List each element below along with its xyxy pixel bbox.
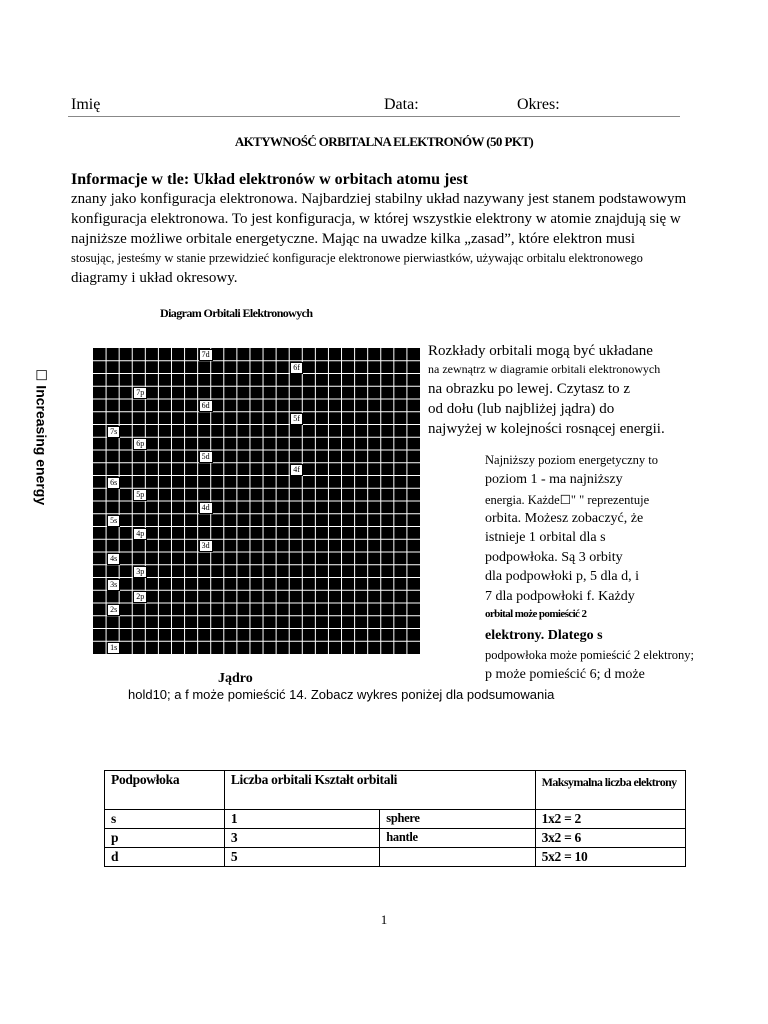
orbital-label: 1s (107, 642, 120, 654)
orbital-label: 6s (107, 477, 120, 489)
orbital-label: 4p (133, 528, 147, 540)
orbital-label: 5f (290, 413, 303, 425)
table-header-cell: Maksymalna liczba elektrony (535, 771, 685, 810)
right-text2-line: podpowłoka może pomieścić 2 elektrony; (485, 648, 694, 662)
table-cell: 5x2 = 10 (535, 848, 685, 867)
orbital-label: 6p (133, 438, 147, 450)
table-row (105, 829, 686, 848)
period-label: Okres: (517, 96, 560, 113)
table-cell: s (105, 810, 225, 829)
orbital-label: 7p (133, 387, 147, 399)
right-text-line: od dołu (lub najbliżej jądra) do (428, 401, 615, 417)
orbital-label: 2s (107, 604, 120, 616)
orbital-label: 3p (133, 566, 147, 578)
background-line: konfiguracja elektronowa. To jest konfiguracja, w której wszystkie elektrony w atomie znajdują się w (71, 211, 681, 227)
table-cell: hantle (380, 829, 535, 848)
hold-line: hold10; a f może pomieścić 14. Zobacz wykres poniżej dla podsumowania (128, 687, 555, 702)
diagram-title: Diagram Orbitali Elektronowych (160, 306, 313, 320)
orbital-label: 5d (199, 451, 213, 463)
table-cell: d (105, 848, 225, 867)
right-text2-line: Najniższy poziom energetyczny to (485, 453, 658, 467)
nucleus-label: Jądro (218, 671, 253, 686)
background-line: najniższe możliwe orbitale energetyczne. Mając na uwadze kilka „zasad”, które elektron musi (71, 231, 636, 247)
right-text2-line: orbital może pomieścić 2 (485, 608, 587, 620)
right-text2-line: istnieje 1 orbital dla s (485, 530, 606, 545)
right-text2-line: dla podpowłoki p, 5 dla d, i (485, 569, 639, 584)
table-cell: 1 (224, 810, 379, 829)
header-rule (68, 116, 680, 117)
name-label: Imię (71, 96, 101, 113)
orbital-label: 4f (290, 464, 303, 476)
right-text-line: Rozkłady orbitali mogą być układane (428, 343, 653, 359)
orbital-label: 6f (290, 362, 303, 374)
right-text2-line: energia. Każde☐" " reprezentuje (485, 493, 650, 507)
table-row (105, 848, 686, 867)
table-cell: 5 (224, 848, 379, 867)
table-cell: 3x2 = 6 (535, 829, 685, 848)
orbital-label: 7s (107, 426, 120, 438)
right-text-line: na zewnątrz w diagramie orbitali elektronowych (428, 362, 661, 376)
energy-axis-label: ☐ Increasing energy (33, 368, 50, 506)
right-text2-line: elektrony. Dlatego s (485, 628, 603, 643)
table-cell: sphere (380, 810, 535, 829)
background-heading: Informacje w tle: Układ elektronów w orbitach atomu jest (71, 171, 468, 188)
page-title: AKTYWNOŚĆ ORBITALNA ELEKTRONÓW (50 PKT) (234, 134, 534, 149)
orbital-label: 4d (199, 502, 213, 514)
right-text2-line: 7 dla podpowłoki f. Każdy (485, 589, 635, 604)
right-text-line: na obrazku po lewej. Czytasz to z (428, 381, 631, 397)
table-header-cell: Podpowłoka (105, 771, 225, 810)
right-text2-line: poziom 1 - ma najniższy (485, 472, 623, 487)
orbital-diagram (93, 348, 420, 654)
table-cell: 1x2 = 2 (535, 810, 685, 829)
table-header-row (105, 771, 686, 810)
right-text2-line: orbita. Możesz zobaczyć, że (485, 511, 644, 526)
date-label: Data: (384, 96, 419, 113)
orbital-label: 5p (133, 489, 147, 501)
subshell-table (104, 770, 686, 867)
page-number: 1 (380, 912, 388, 927)
background-line: diagramy i układ okresowy. (71, 270, 238, 286)
right-text-line: najwyżej w kolejności rosnącej energii. (428, 421, 665, 437)
orbital-label: 2p (133, 591, 147, 603)
background-line: stosując, jesteśmy w stanie przewidzieć konfiguracje elektronowe pierwiastków, używając orbitalu elektronowego (71, 251, 643, 265)
orbital-label: 4s (107, 553, 120, 565)
orbital-label: 3d (199, 540, 213, 552)
right-text2-line: podpowłoka. Są 3 orbity (485, 550, 623, 565)
orbital-label: 7d (199, 349, 213, 361)
table-row (105, 810, 686, 829)
background-line: znany jako konfiguracja elektronowa. Najbardziej stabilny układ nazywany jest stanem podstawowym (71, 191, 687, 207)
table-cell: 3 (224, 829, 379, 848)
orbital-label: 5s (107, 515, 120, 527)
table-cell (380, 848, 535, 867)
table-cell: p (105, 829, 225, 848)
orbital-label: 3s (107, 579, 120, 591)
right-text2-line: p może pomieścić 6; d może (485, 667, 645, 682)
orbital-label: 6d (199, 400, 213, 412)
table-header-cell: Liczba orbitali Kształt orbitali (224, 771, 535, 810)
